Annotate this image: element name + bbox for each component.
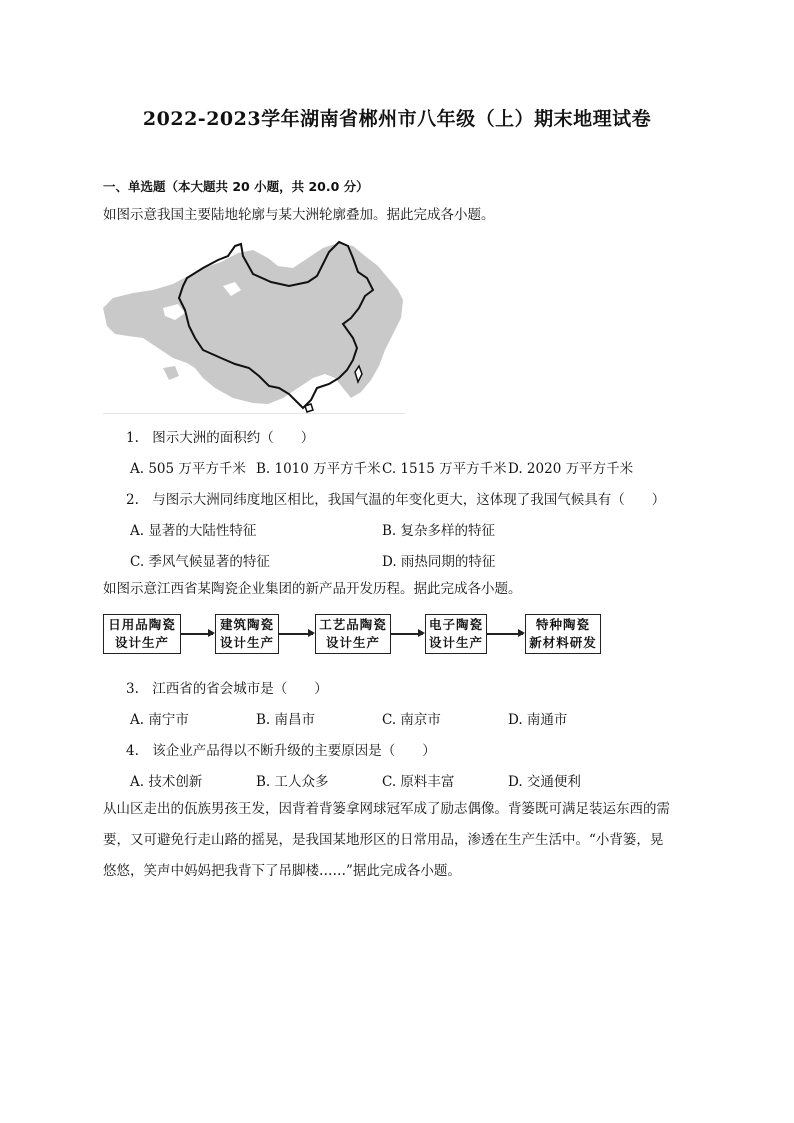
option-b: B. 1010 万平方千米: [256, 461, 381, 477]
question-3: [126, 677, 328, 697]
option-a: A. 南宁市: [130, 712, 189, 728]
material-line: 要，又可避免行走山路的摇晃，是我国某地形区的日常用品，渗透在生产生活中。“小背篓，晃: [103, 832, 664, 848]
option-a: A. 505 万平方千米: [130, 461, 246, 477]
option-c: C. 原料丰富: [382, 774, 455, 790]
island: [163, 366, 179, 380]
continent-overlay-map: [103, 238, 405, 414]
option-b: B. 复杂多样的特征: [382, 523, 496, 539]
flow-step-1: [103, 614, 181, 654]
flow-step-5: [525, 614, 601, 654]
page-title: 2022-2023学年湖南省郴州市八年级（上）期末地理试卷: [142, 108, 652, 130]
option-c: C. 季风气候显著的特征: [130, 554, 270, 570]
option-a: A. 技术创新: [130, 774, 203, 790]
flow-step-line1: 工艺品陶瓷: [319, 617, 387, 632]
flow-step-line1: 特种陶瓷: [535, 617, 590, 632]
option-d: D. 雨热同期的特征: [382, 554, 496, 570]
question-4: [126, 739, 436, 759]
material-line: 从山区走出的佤族男孩王发，因背着背篓拿网球冠军成了励志偶像。背篓既可满足装运东西的需: [103, 801, 670, 817]
flow-arrow: [487, 633, 523, 635]
question-text: 江西省的省会城市是（ ）: [152, 681, 328, 697]
option-b: B. 工人众多: [256, 774, 329, 790]
material-line: 悠悠，笑声中妈妈把我背下了吊脚楼……”据此完成各小题。: [103, 863, 461, 879]
flow-step-4: [425, 614, 487, 654]
map-graphic: [103, 238, 405, 414]
product-development-flowchart: [103, 612, 603, 660]
section-heading: 一、单选题（本大题共 20 小题，共 20.0 分）: [103, 179, 369, 194]
question-number: 3.: [126, 681, 139, 697]
flow-step-2: [215, 614, 279, 654]
flow-step-line2: 设计生产: [219, 635, 274, 650]
option-c: C. 南京市: [382, 712, 441, 728]
option-b: B. 南昌市: [256, 712, 316, 728]
flow-step-line1: 日用品陶瓷: [108, 617, 176, 632]
option-d: D. 南通市: [508, 712, 568, 728]
flow-step-line1: 建筑陶瓷: [219, 617, 274, 632]
intro-text-2: 如图示意江西省某陶瓷企业集团的新产品开发历程。据此完成各小题。: [103, 581, 522, 597]
flow-arrow: [391, 633, 423, 635]
flow-arrow: [279, 633, 313, 635]
option-c: C. 1515 万平方千米: [382, 461, 507, 477]
reading-material: [103, 794, 693, 887]
question-1: [126, 426, 314, 446]
question-2: [126, 488, 665, 508]
question-number: 2.: [126, 492, 139, 508]
figure-baseline: [103, 413, 405, 414]
flow-step-3: [315, 614, 391, 654]
flow-step-line2: 新材料研发: [529, 635, 597, 650]
flow-step-line2: 设计生产: [428, 635, 483, 650]
question-text: 与图示大洲同纬度地区相比，我国气温的年变化更大，这体现了我国气候具有（ ）: [152, 492, 666, 508]
option-d: D. 2020 万平方千米: [508, 461, 634, 477]
flow-arrow: [181, 633, 213, 635]
question-text: 图示大洲的面积约（ ）: [152, 430, 315, 446]
flow-step-line2: 设计生产: [114, 635, 169, 650]
intro-text-1: 如图示意我国主要陆地轮廓与某大洲轮廓叠加。据此完成各小题。: [103, 207, 495, 223]
hainan-outline: [305, 404, 313, 412]
flow-step-line1: 电子陶瓷: [428, 617, 483, 632]
question-number: 1.: [126, 430, 139, 446]
option-a: A. 显著的大陆性特征: [130, 523, 257, 539]
question-number: 4.: [126, 743, 139, 759]
option-d: D. 交通便利: [508, 774, 581, 790]
question-text: 该企业产品得以不断升级的主要原因是（ ）: [152, 743, 436, 759]
flow-step-line2: 设计生产: [325, 635, 380, 650]
